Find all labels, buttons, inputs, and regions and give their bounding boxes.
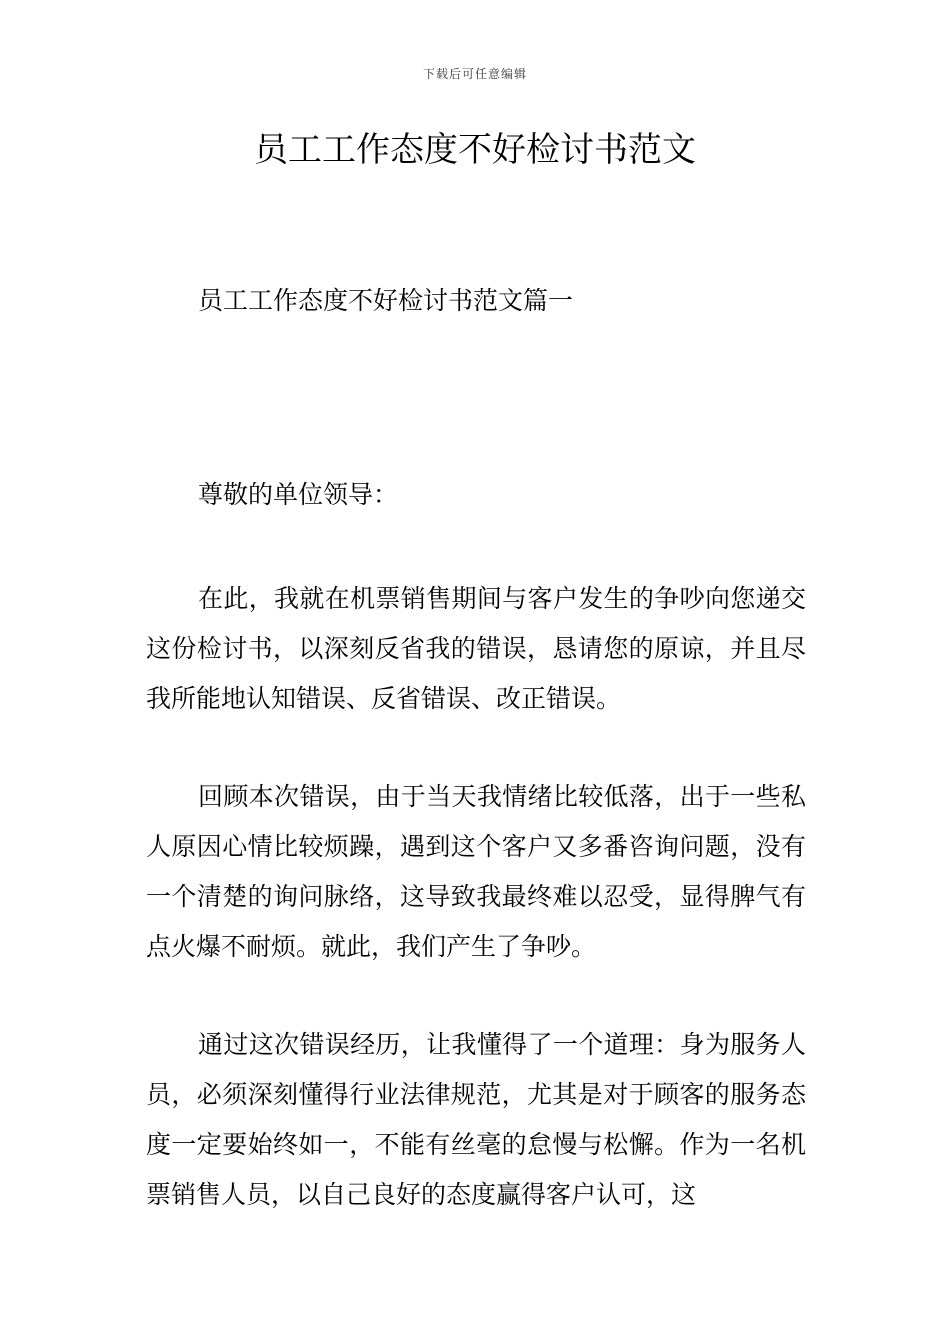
paragraph-3: 通过这次错误经历，让我懂得了一个道理：身为服务人员，必须深刻懂得行业法律规范，尤其是对于顾客的服务态度一定要始终如一，不能有丝毫的怠慢与松懈。作为一名机票销售人员，以自己良好的态度赢得客户认可，这	[146, 1030, 806, 1209]
header-note: 下载后可任意编辑	[422, 67, 527, 81]
paragraph-2: 回顾本次错误，由于当天我情绪比较低落，出于一些私人原因心情比较烦躁，遇到这个客户又多番咨询问题，没有一个清楚的询问脉络，这导致我最终难以忍受，显得脾气有点火爆不耐烦。就此，我们产生了争吵。	[146, 782, 806, 961]
salutation: 尊敬的单位领导：	[198, 480, 399, 509]
document-title: 员工工作态度不好检讨书范文	[254, 130, 696, 170]
paragraph-1: 在此，我就在机票销售期间与客户发生的争吵向您递交这份检讨书，以深刻反省我的错误，恳请您的原谅，并且尽我所能地认知错误、反省错误、改正错误。	[146, 584, 806, 713]
section-subtitle: 员工工作态度不好检讨书范文篇一	[198, 286, 574, 315]
